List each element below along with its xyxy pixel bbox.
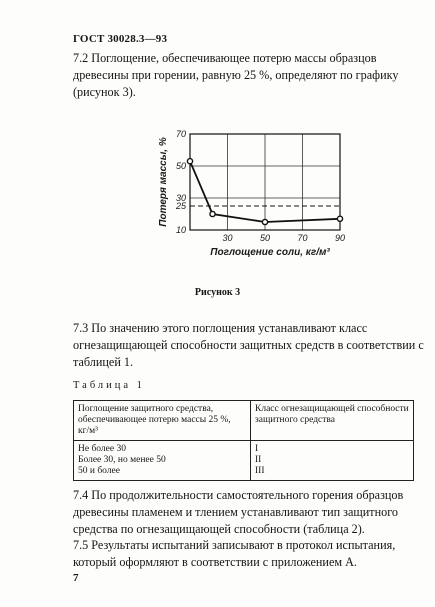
header-class	[251, 401, 414, 441]
y-tick-label: 10	[175, 225, 186, 235]
section-7-4-line: средства по огнезащищающей способности (таблица 2).	[73, 522, 365, 536]
x-tick-label: 30	[222, 233, 233, 243]
data-point	[262, 219, 267, 224]
table-cell-absorption: Не более 30	[78, 444, 126, 454]
section-7-2-line: древесины при горении, равную 25 %, определяют по графику	[73, 68, 399, 82]
y-tick-label: 25	[175, 201, 186, 211]
page-number: 7	[73, 572, 79, 584]
x-axis-label: Поглощение соли, кг/м³	[210, 247, 330, 258]
figure-3-chart	[150, 120, 370, 270]
section-7-3-line: огнезащищающей способности защитных средств в соответствии с	[73, 338, 424, 352]
table-header-row	[74, 401, 414, 441]
document-header: ГОСТ 30028.3—93	[73, 33, 168, 45]
section-7-3-line: 7.3 По значению этого поглощения устанавливают класс	[73, 321, 368, 335]
section-7-2-line: (рисунок 3).	[73, 85, 136, 99]
section-7-2-line: 7.2 Поглощение, обеспечивающее потерю массы образцов	[73, 51, 377, 65]
section-7-5	[73, 537, 403, 571]
data-point	[337, 216, 342, 221]
section-7-3	[73, 320, 424, 371]
x-tick-label: 50	[259, 233, 271, 243]
table-cell-class: III	[255, 466, 265, 476]
header-absorption-line: обеспечивающее потерю массы 25 %,	[78, 415, 231, 425]
section-7-2	[73, 50, 403, 101]
x-tick-label: 70	[297, 233, 308, 243]
y-tick-label: 70	[175, 129, 186, 139]
header-absorption	[74, 401, 251, 441]
table-1	[73, 400, 414, 481]
header-absorption-line: Поглощение защитного средства,	[78, 404, 214, 414]
data-point	[187, 159, 192, 164]
section-7-5-line: который оформляют в соответствии с приложением А.	[73, 555, 357, 569]
section-7-4-line: древесины пламенем и тлением устанавливают тип защитного	[73, 505, 399, 519]
y-tick-label: 30	[175, 193, 186, 203]
y-tick-label: 50	[175, 161, 186, 171]
header-class-line: Класс огнезащищающей способности	[255, 404, 409, 414]
section-7-4	[73, 487, 403, 538]
table-cell-absorption: Более 30, но менее 50	[78, 455, 166, 465]
section-7-5-line: 7.5 Результаты испытаний записывают в протокол испытания,	[73, 538, 396, 552]
section-7-4-line: 7.4 По продолжительности самостоятельного горения образцов	[73, 488, 404, 502]
table-label: Таблица 1	[73, 380, 145, 391]
table-cell-class: II	[255, 455, 262, 465]
y-axis-label: Потеря массы, %	[158, 137, 169, 227]
section-7-3-line: таблицей 1.	[73, 355, 134, 369]
x-tick-label: 90	[334, 233, 346, 243]
absorption-column	[74, 441, 251, 481]
data-point	[210, 211, 215, 216]
header-absorption-line: кг/м³	[78, 426, 99, 436]
figure-caption: Рисунок 3	[194, 287, 241, 298]
table-cell-absorption: 50 и более	[78, 466, 120, 476]
class-column	[251, 441, 414, 481]
table-cell-class: I	[255, 444, 259, 454]
header-class-line: защитного средства	[255, 415, 335, 425]
table-body-row	[74, 441, 414, 481]
